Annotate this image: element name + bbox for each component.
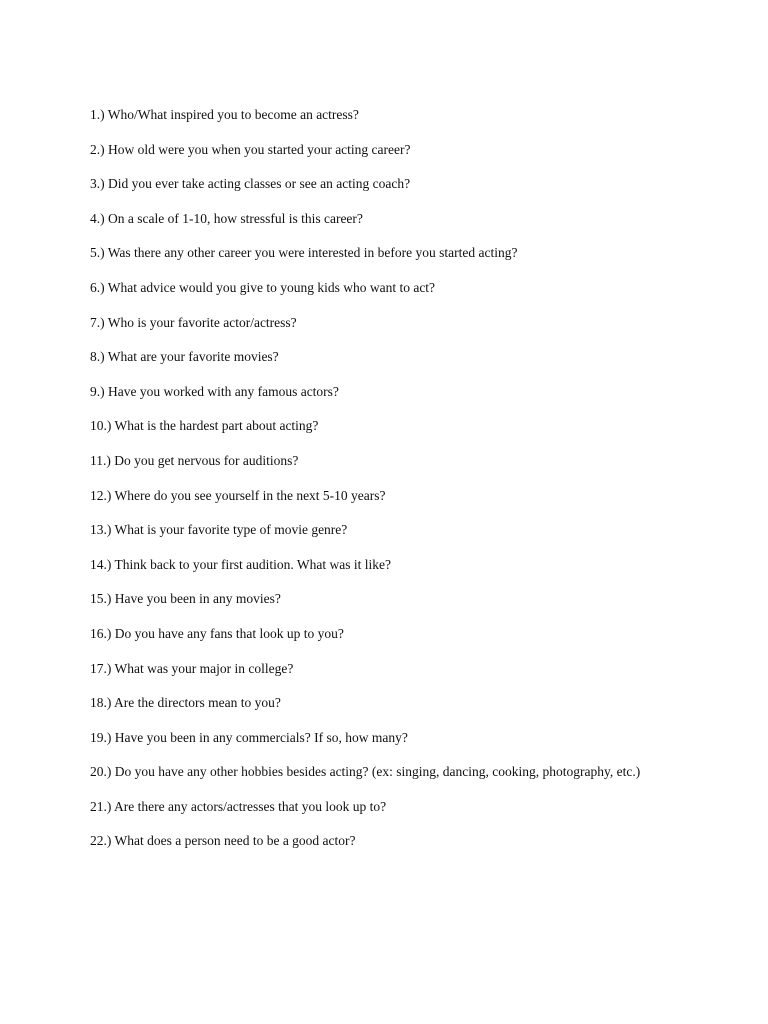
question-21: 21.) Are there any actors/actresses that you look up to? bbox=[90, 798, 387, 814]
question-6: 6.) What advice would you give to young kids who want to act? bbox=[90, 279, 436, 295]
question-list bbox=[90, 106, 690, 867]
question-10: 10.) What is the hardest part about acting? bbox=[90, 418, 319, 434]
question-7: 7.) Who is your favorite actor/actress? bbox=[90, 314, 297, 330]
question-20: 20.) Do you have any other hobbies besides acting? (ex: singing, dancing, cooking, photography, etc.) bbox=[90, 764, 641, 780]
question-15: 15.) Have you been in any movies? bbox=[90, 591, 281, 607]
question-1: 1.) Who/What inspired you to become an actress? bbox=[90, 107, 359, 122]
question-18: 18.) Are the directors mean to you? bbox=[90, 695, 281, 711]
question-16: 16.) Do you have any fans that look up to you? bbox=[90, 625, 344, 641]
question-5: 5.) Was there any other career you were interested in before you started acting? bbox=[90, 245, 518, 261]
question-13: 13.) What is your favorite type of movie genre? bbox=[90, 522, 348, 538]
question-22: 22.) What does a person need to be a good actor? bbox=[90, 833, 356, 849]
question-11: 11.) Do you get nervous for auditions? bbox=[90, 452, 299, 468]
question-9: 9.) Have you worked with any famous actors? bbox=[90, 383, 339, 399]
question-17: 17.) What was your major in college? bbox=[90, 660, 294, 676]
question-2: 2.) How old were you when you started your acting career? bbox=[90, 141, 411, 157]
question-3: 3.) Did you ever take acting classes or see an acting coach? bbox=[90, 176, 411, 192]
question-12: 12.) Where do you see yourself in the next 5-10 years? bbox=[90, 487, 386, 503]
question-19: 19.) Have you been in any commercials? If so, how many? bbox=[90, 729, 408, 745]
question-4: 4.) On a scale of 1-10, how stressful is this career? bbox=[90, 210, 363, 226]
question-14: 14.) Think back to your first audition. What was it like? bbox=[90, 556, 391, 572]
question-8: 8.) What are your favorite movies? bbox=[90, 349, 279, 365]
